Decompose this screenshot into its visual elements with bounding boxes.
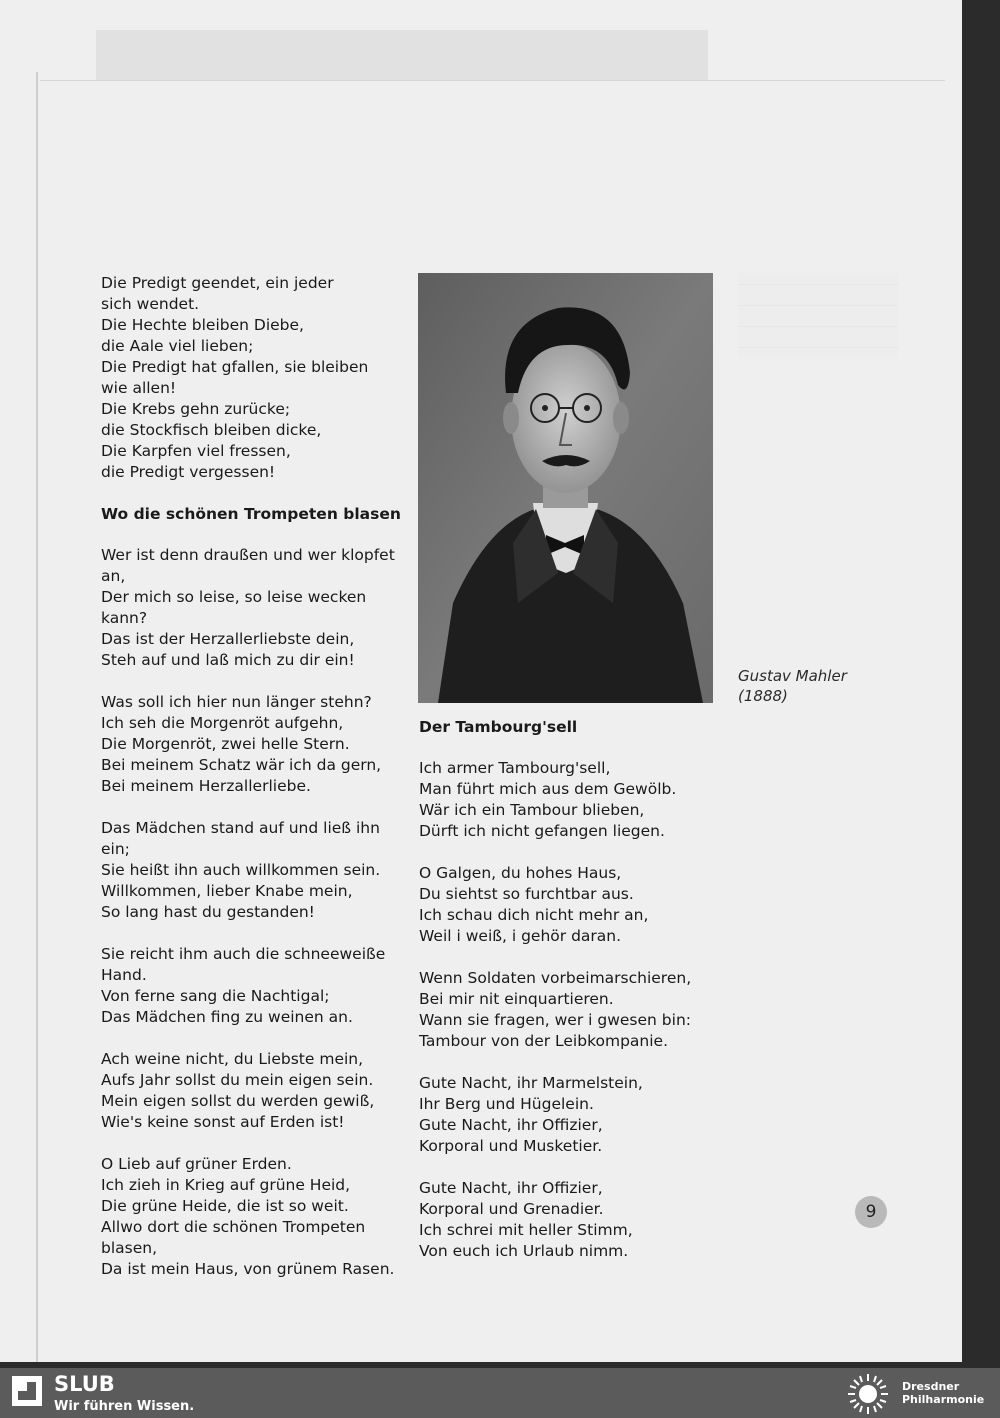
poem-stanza: Sie reicht ihm auch die schneeweiße Hand. Von ferne sang die Nachtigal; Das Mädchen fing zu weinen an.	[101, 945, 386, 1026]
poem-stanza: Das Mädchen stand auf und ließ ihn ein; Sie heißt ihn auch willkommen sein. Willkommen, lieber Knabe mein, So lang hast du gestanden!	[101, 819, 381, 921]
viewer-footer-bar	[0, 1368, 1000, 1418]
poem-stanza: O Lieb auf grüner Erden. Ich zieh in Krieg auf grüne Heid, Die grüne Heide, die ist so weit. Allwo dort die schönen Trompeten blasen, Da ist mein Haus, von grünem Rasen.	[101, 1155, 395, 1278]
poem-stanza: Wer ist denn draußen und wer klopfet an, Der mich so leise, so leise wecken kann? Das ist der Herzallerliebste dein, Steh auf und laß mich zu dir ein!	[101, 546, 395, 669]
poem-stanza: Ach weine nicht, du Liebste mein, Aufs Jahr sollst du mein eigen sein. Mein eigen sollst du werden gewiß, Wie's keine sonst auf Erden ist!	[101, 1050, 375, 1131]
poem-stanza: Wenn Soldaten vorbeimarschieren, Bei mir nit einquartieren. Wann sie fragen, wer i gwesen bin: Tambour von der Leibkompanie.	[419, 969, 692, 1050]
poem-stanza: Die Predigt geendet, ein jeder sich wendet. Die Hechte bleiben Diebe, die Aale viel lieben; Die Predigt hat gfallen, sie bleiben wie allen! Die Krebs gehn zurücke; die Stockfisch bleiben dicke, Die Karpfen viel fressen, die Predigt vergessen!	[101, 274, 369, 481]
library-name[interactable]: SLUB	[54, 1372, 115, 1396]
page-number-badge: 9	[855, 1196, 887, 1228]
portrait-image	[418, 273, 713, 703]
page-fold	[36, 72, 38, 1362]
page-edge-line	[40, 80, 945, 81]
left-text-column	[101, 273, 406, 1301]
library-tagline: Wir führen Wissen.	[54, 1399, 195, 1414]
poem-stanza: Gute Nacht, ihr Marmelstein, Ihr Berg und Hügelein. Gute Nacht, ihr Offizier, Korporal und Musketier.	[419, 1074, 643, 1155]
poem-stanza: O Galgen, du hohes Haus, Du siehtst so furchtbar aus. Ich schau dich nicht mehr an, Weil i weiß, i gehör daran.	[419, 864, 649, 945]
bleed-through-text	[738, 273, 898, 357]
poem-heading: Der Tambourg'sell	[419, 718, 578, 736]
poem-stanza: Ich armer Tambourg'sell, Man führt mich aus dem Gewölb. Wär ich ein Tambour blieben, Dürft ich nicht gefangen liegen.	[419, 759, 677, 840]
photo-caption: Gustav Mahler (1888)	[738, 667, 847, 705]
slub-logo-icon	[12, 1376, 42, 1406]
poem-stanza: Was soll ich hier nun länger stehn? Ich seh die Morgenröt aufgehn, Die Morgenröt, zwei helle Stern. Bei meinem Schatz wär ich da gern, Bei meinem Herzallerliebe.	[101, 693, 382, 795]
partner-name[interactable]: Dresdner Philharmonie	[902, 1380, 985, 1406]
scan-shadow-band	[96, 30, 708, 80]
poem-stanza: Gute Nacht, ihr Offizier, Korporal und Grenadier. Ich schrei mit heller Stimm, Von euch ich Urlaub nimm.	[419, 1179, 633, 1260]
poem-heading: Wo die schönen Trompeten blasen	[101, 505, 401, 523]
portrait-photo	[418, 273, 713, 703]
right-text-column	[419, 717, 719, 1283]
philharmonie-logo-icon	[846, 1372, 890, 1416]
